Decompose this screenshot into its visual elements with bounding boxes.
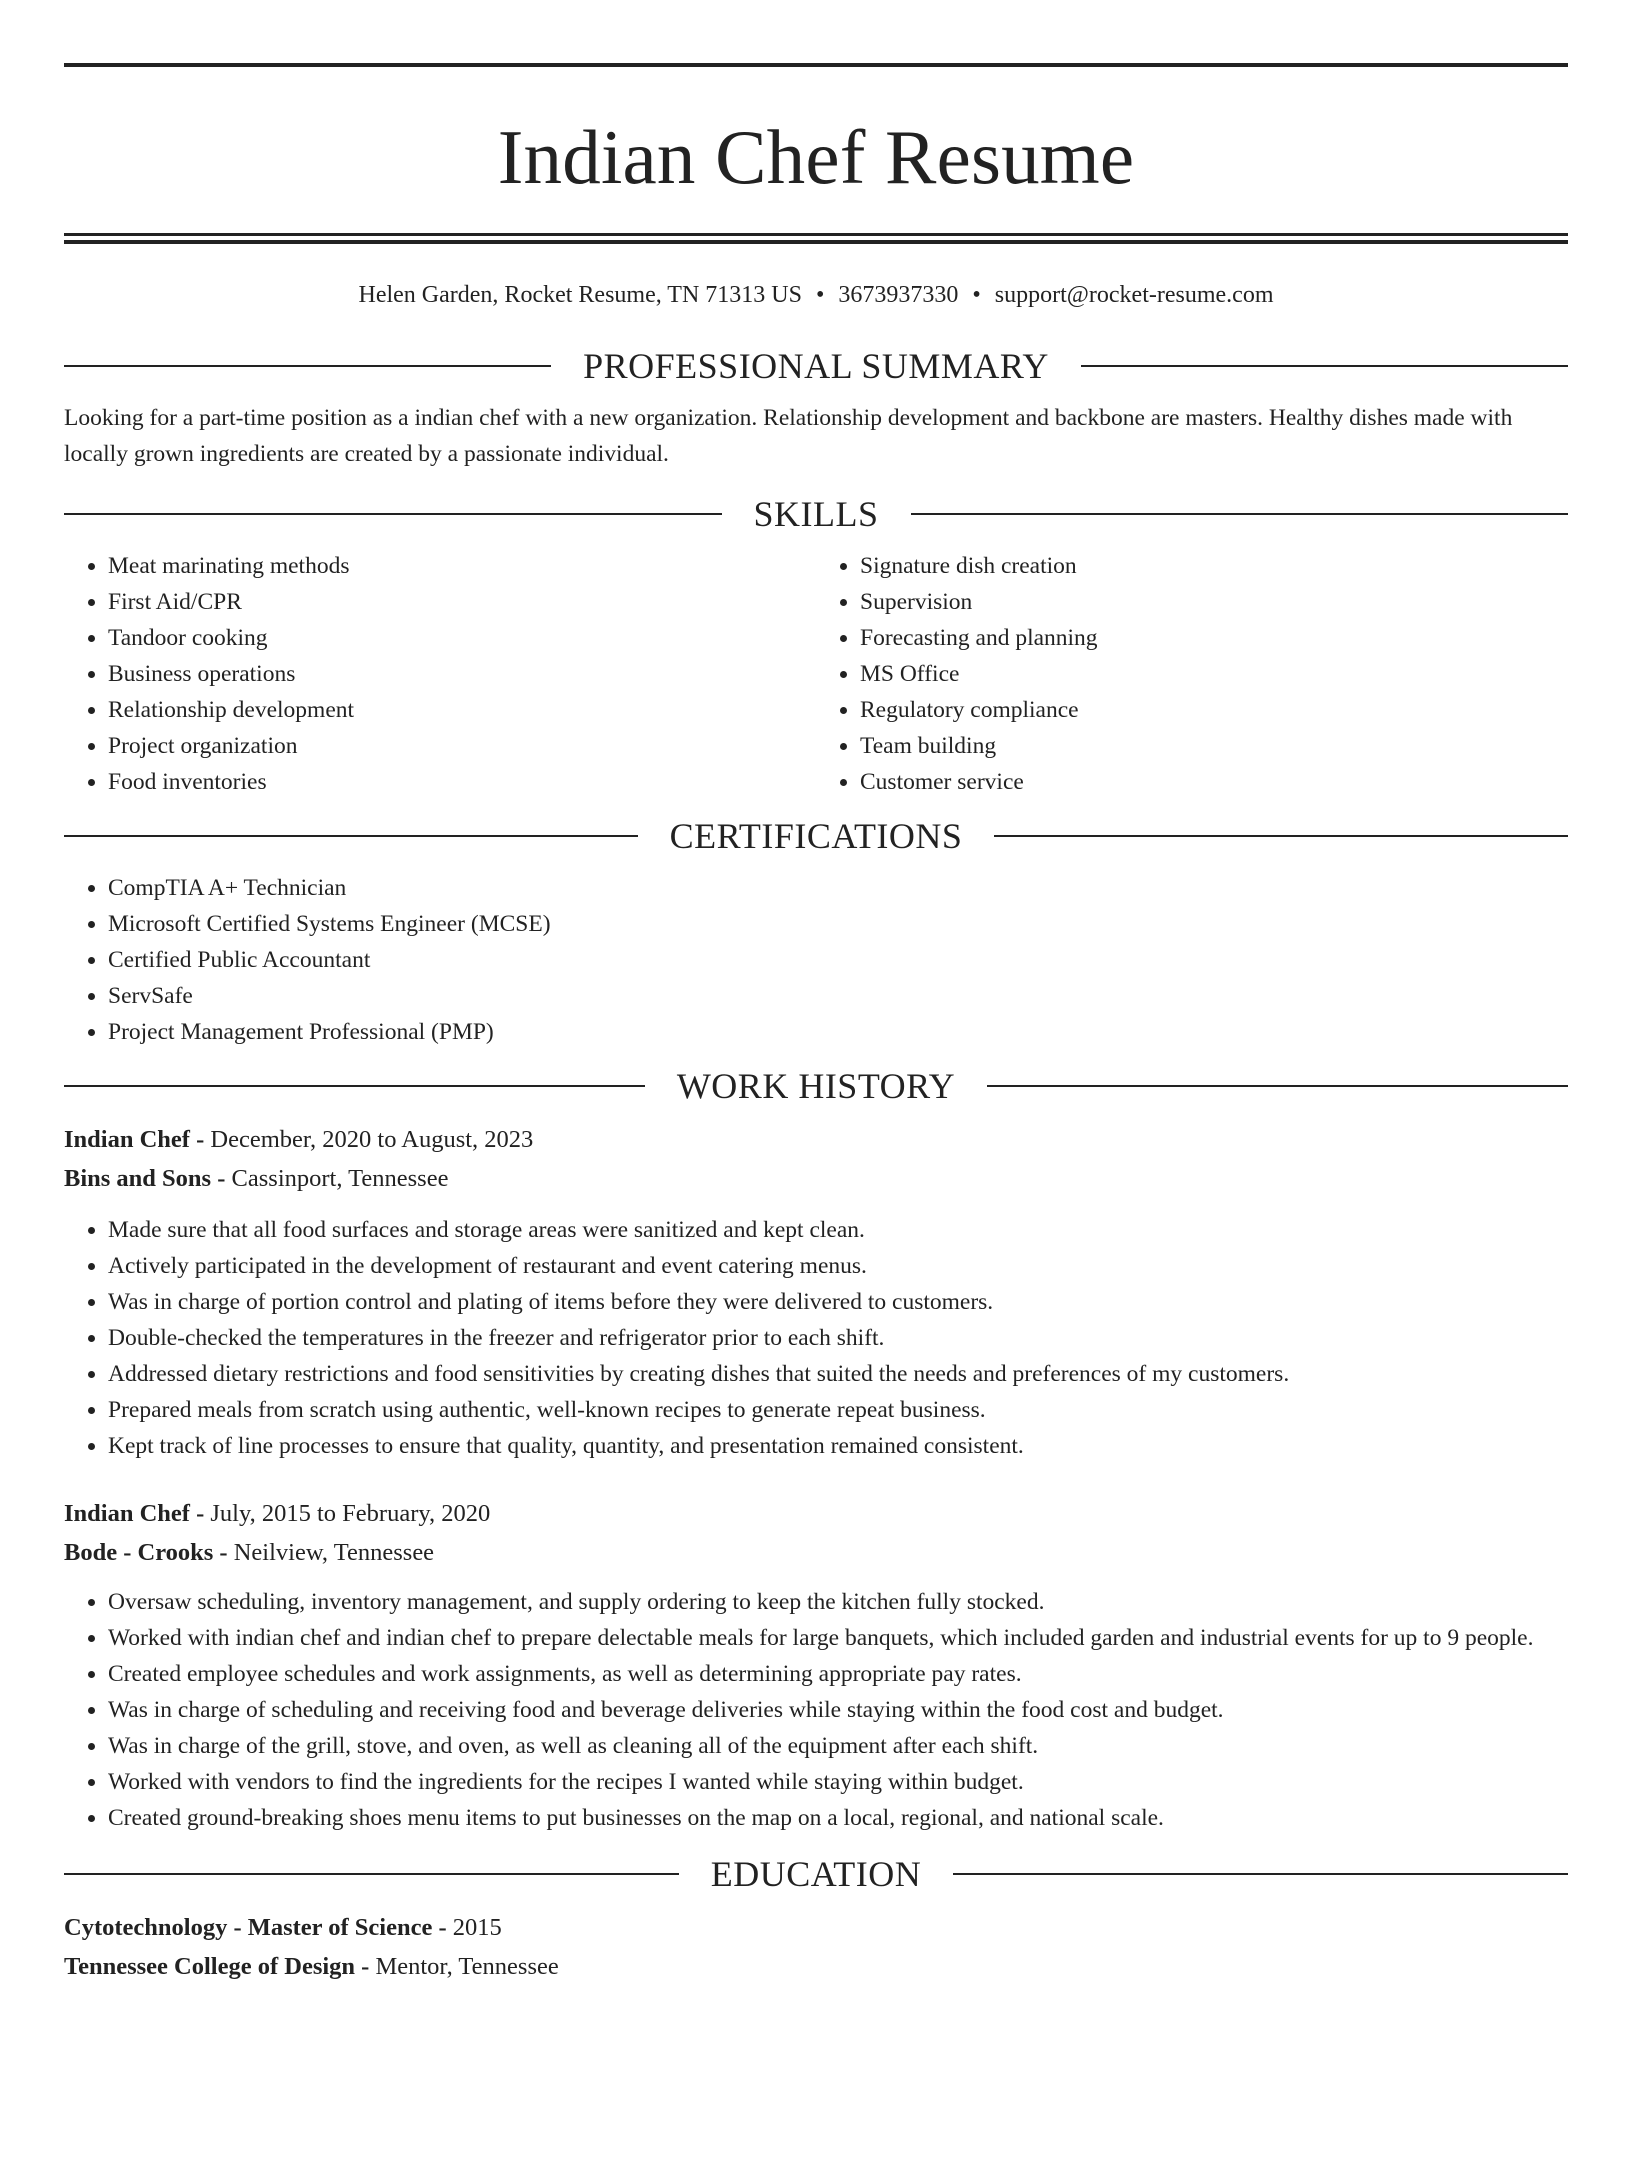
skill-item: • Tandoor cooking (108, 620, 816, 656)
contact-phone: 3673937330 (838, 282, 959, 308)
skill-item: • Team building (860, 728, 1568, 764)
job-duty: • Actively participated in the development of restaurant and event catering menus. (108, 1248, 1568, 1284)
skill-item: • Forecasting and planning (860, 620, 1568, 656)
job-duty: • Oversaw scheduling, inventory management, and supply ordering to keep the kitchen fully stocked. (108, 1584, 1568, 1620)
heading-rule (994, 835, 1568, 837)
job-entry (64, 1494, 1568, 1836)
job-duty: • Kept track of line processes to ensure that quality, quantity, and presentation remained consistent. (108, 1428, 1568, 1464)
heading-rule (64, 1085, 645, 1087)
certification-item: • Project Management Professional (PMP) (108, 1014, 1568, 1050)
certification-item: • Microsoft Certified Systems Engineer (MCSE) (108, 906, 1568, 942)
job-duty: • Worked with indian chef and indian chef to prepare delectable meals for large banquets, which included garden and industrial events for up to 9 people. (108, 1620, 1568, 1656)
certifications-list (64, 870, 1568, 1050)
job-duty: • Was in charge of the grill, stove, and oven, as well as cleaning all of the equipment after each shift. (108, 1728, 1568, 1764)
education-degree-line: Cytotechnology - Master of Science - 2015 (64, 1914, 502, 1941)
section-heading-label: EDUCATION (710, 1854, 922, 1894)
skill-item: • Customer service (860, 764, 1568, 800)
title-double-rule (64, 233, 1568, 244)
heading-rule (987, 1085, 1568, 1087)
job-duty: • Made sure that all food surfaces and storage areas were sanitized and kept clean. (108, 1212, 1568, 1248)
skill-item: • Meat marinating methods (108, 548, 816, 584)
skill-item: • Relationship development (108, 692, 816, 728)
certification-item: • Certified Public Accountant (108, 942, 1568, 978)
skill-item: • MS Office (860, 656, 1568, 692)
education-school-line: Tennessee College of Design - Mentor, Tennessee (64, 1953, 559, 1980)
top-rule (64, 63, 1568, 67)
job-dates: December, 2020 to August, 2023 (210, 1126, 534, 1153)
heading-rule (64, 365, 551, 367)
job-duties-list (64, 1584, 1568, 1836)
section-heading-label: WORK HISTORY (676, 1066, 956, 1106)
job-title-line: Indian Chef - July, 2015 to February, 2020 (64, 1500, 491, 1527)
job-company: Bode - Crooks (64, 1539, 214, 1566)
section-heading-label: SKILLS (753, 494, 879, 534)
skill-item: • Regulatory compliance (860, 692, 1568, 728)
job-duty: • Was in charge of scheduling and receiving food and beverage deliveries while staying within the food cost and budget. (108, 1692, 1568, 1728)
job-duty: • Double-checked the temperatures in the freezer and refrigerator prior to each shift. (108, 1320, 1568, 1356)
resume-page (0, 63, 1632, 2175)
job-company-line: Bode - Crooks - Neilview, Tennessee (64, 1539, 435, 1566)
education-degree: Cytotechnology - Master of Science (64, 1914, 433, 1941)
heading-rule (1081, 365, 1568, 367)
certification-item: • ServSafe (108, 978, 1568, 1014)
contact-email: support@rocket-resume.com (994, 282, 1274, 308)
heading-rule (64, 513, 722, 515)
skill-item: • Project organization (108, 728, 816, 764)
job-company: Bins and Sons (64, 1165, 212, 1192)
job-entry (64, 1120, 1568, 1464)
skills-list-left (64, 548, 816, 800)
section-heading-education (64, 1854, 1568, 1894)
job-duties-list (64, 1212, 1568, 1464)
heading-rule (911, 513, 1569, 515)
section-heading-label: PROFESSIONAL SUMMARY (583, 346, 1049, 386)
heading-rule (64, 1873, 679, 1875)
education-location: Mentor, Tennessee (375, 1953, 559, 1980)
contact-separator: • (815, 282, 825, 308)
education-year: 2015 (452, 1914, 502, 1941)
education-school: Tennessee College of Design (64, 1953, 356, 1980)
skill-item: • Supervision (860, 584, 1568, 620)
skill-item: • Business operations (108, 656, 816, 692)
section-heading-summary (64, 346, 1568, 386)
job-duty: • Was in charge of portion control and plating of items before they were delivered to customers. (108, 1284, 1568, 1320)
job-duty: • Addressed dietary restrictions and food sensitivities by creating dishes that suited the needs and preferences of my customers. (108, 1356, 1568, 1392)
summary-text: Looking for a part-time position as a indian chef with a new organization. Relationship development and backbone are masters. Healthy dishes made with locally grown ingredients are created by a passionate individual. (64, 405, 1513, 467)
job-location: Neilview, Tennessee (233, 1539, 435, 1566)
job-dates: July, 2015 to February, 2020 (210, 1500, 491, 1527)
contact-address: Helen Garden, Rocket Resume, TN 71313 US (358, 282, 802, 308)
heading-rule (64, 835, 638, 837)
section-heading-work-history (64, 1066, 1568, 1106)
heading-rule (953, 1873, 1568, 1875)
skills-list-right (816, 548, 1568, 800)
job-location: Cassinport, Tennessee (231, 1165, 449, 1192)
contact-line (64, 280, 1568, 310)
certification-item: • CompTIA A+ Technician (108, 870, 1568, 906)
job-duty: • Worked with vendors to find the ingredients for the recipes I wanted while staying within budget. (108, 1764, 1568, 1800)
skill-item: • First Aid/CPR (108, 584, 816, 620)
skills-columns (64, 548, 1568, 800)
section-heading-certifications (64, 816, 1568, 856)
job-company-line: Bins and Sons - Cassinport, Tennessee (64, 1165, 449, 1192)
resume-title: Indian Chef Resume (497, 114, 1135, 200)
skill-item: • Food inventories (108, 764, 816, 800)
job-title: Indian Chef (64, 1500, 190, 1527)
job-duty: • Created ground-breaking shoes menu items to put businesses on the map on a local, regional, and national scale. (108, 1800, 1568, 1836)
education-entry (64, 1908, 1568, 1986)
skill-item: • Signature dish creation (860, 548, 1568, 584)
job-title: Indian Chef (64, 1126, 190, 1153)
job-duty: • Created employee schedules and work assignments, as well as determining appropriate pay rates. (108, 1656, 1568, 1692)
job-title-line: Indian Chef - December, 2020 to August, 2023 (64, 1126, 534, 1153)
contact-separator: • (972, 282, 981, 308)
section-heading-label: CERTIFICATIONS (669, 816, 963, 856)
job-duty: • Prepared meals from scratch using authentic, well-known recipes to generate repeat business. (108, 1392, 1568, 1428)
section-heading-skills (64, 494, 1568, 534)
